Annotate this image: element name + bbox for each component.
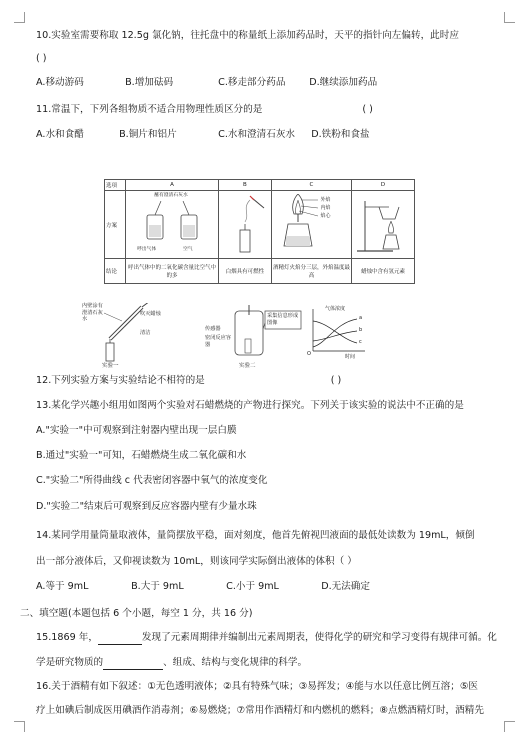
q14-stem-line2: 出一部分液体后，又仰视读数为 10mL，则该同学实际倒出液体的体积（ ） — [36, 556, 357, 567]
q13-option-c: C."实验二"所得曲线 c 代表密闭容器中氧气的浓度变化 — [36, 475, 268, 486]
plan-a-top-label: 蘸有澄清石灰水 — [154, 192, 188, 198]
q16-line1: 16.关于酒精有如下叙述：①无色透明液体；②具有特殊气味；③易挥发；④能与水以任意比例互溶；⑤医 — [36, 681, 479, 692]
q11-option-c: C.水和澄清石灰水 — [218, 129, 296, 140]
table-col-d: D — [351, 180, 414, 191]
conclusion-d: 蜡烛中含有氢元素 — [351, 259, 414, 284]
q11-option-b: B.铜片和铝片 — [119, 129, 177, 140]
exp1-label-extinguish: 吹灭蜡烛 — [140, 311, 161, 317]
q14-option-a: A.等于 9mL — [36, 581, 89, 592]
q15-blank-2 — [103, 656, 163, 670]
table-row-label-plan: 方案 — [105, 191, 126, 259]
q15-line1: 15.1869 年， 发现了元素周期律并编制出元素周期表，使得化学的研究和学习变得有规律可循。化 — [36, 632, 497, 643]
exp1-caption: 实验一 — [102, 363, 119, 369]
q14-option-d: D.无法确定 — [321, 581, 370, 592]
q14-options — [36, 580, 370, 593]
section-two-heading: 二、填空题(本题包括 6 个小题，每空 1 分，共 16 分) — [20, 608, 253, 619]
flame-label-inner: 内焰 — [320, 204, 331, 211]
conclusion-b: 白烟具有可燃性 — [218, 259, 271, 284]
graph-ylabel: 气体浓度 — [325, 306, 346, 312]
q15-blank-1 — [98, 631, 142, 645]
flame-label-outer: 外焰 — [320, 196, 331, 203]
graph-curve-c: c — [359, 339, 362, 345]
q13-stem: 13.某化学兴趣小组用如图两个实验对石蜡燃烧的产物进行探究。下列关于该实验的说法中不正确的是 — [36, 400, 464, 411]
graph-curve-a: a — [359, 315, 363, 321]
plan-a-left-label: 呼出气体 — [136, 246, 157, 252]
corner-mark-bottom-right — [504, 721, 515, 732]
corner-mark-top-left — [14, 12, 25, 23]
flame-layer-labels — [320, 196, 330, 220]
plan-b-figure — [218, 191, 271, 259]
q16-line2: 疗上如碘后制成医用碘酒作消毒剂；⑥易燃烧；⑦常用作酒精灯和内燃机的燃料；⑧点燃酒精灯时，酒精先 — [36, 705, 484, 716]
beaker-over-flame-illustration — [353, 193, 413, 255]
flame-label-core: 焰心 — [320, 212, 331, 219]
q14-stem-line1: 14.某同学用量筒量取液体，量筒摆放平稳，面对刻度，他首先俯视凹液面的最低处读数为 19mL，倾倒 — [36, 530, 475, 541]
q13-option-a: A."实验一"中可观察到注射器内壁出现一层白膜 — [36, 425, 237, 436]
plan-d-figure — [351, 191, 414, 259]
table-row-label-option: 选项 — [105, 180, 126, 191]
q14-option-c: C.小于 9mL — [226, 581, 279, 592]
graph-origin: O — [307, 351, 311, 357]
exp2-label-container: 密闭反应容器 — [205, 335, 231, 348]
experiment-table — [104, 179, 415, 284]
q13-option-b: B.通过"实验一"可知，石蜡燃烧生成二氧化碳和水 — [36, 450, 247, 461]
q10-option-c: C.移走部分药品 — [218, 77, 286, 88]
table-col-a: A — [126, 180, 219, 191]
exp1-label-clean: 清洁 — [140, 330, 151, 336]
q14-option-b: B.大于 9mL — [131, 581, 184, 592]
q10-stem: 10.实验室需要称取 12.5g 氯化钠，往托盘中的称量纸上添加药品时，天平的指针向左偏转，此时应 — [36, 30, 459, 41]
q11-option-d: D.铁粉和食盐 — [311, 129, 370, 140]
experiment-two-figure — [205, 303, 370, 371]
candle-smoke-illustration — [220, 194, 270, 254]
plan-a-right-label: 空气 — [182, 246, 193, 252]
q10-option-d: D.继续添加药品 — [309, 77, 378, 88]
plan-a-figure — [126, 191, 219, 259]
table-col-b: B — [218, 180, 271, 191]
graph-xlabel: 时间 — [345, 354, 356, 360]
table-row-label-conclusion: 结论 — [105, 259, 126, 284]
q10-paren: ( ) — [36, 53, 47, 64]
corner-mark-top-right — [504, 12, 515, 23]
q15-line2: 学是研究物质的 、组成、结构与变化规律的科学。 — [36, 657, 308, 668]
alcohol-lamp-illustration — [276, 194, 346, 256]
q11-stem: 11.常温下，下列各组物质不适合用物理性质区分的是 ( ) — [36, 104, 373, 115]
exp2-caption: 实验二 — [239, 363, 256, 369]
table-col-c: C — [271, 180, 351, 191]
conclusion-c: 酒精灯火焰分三层，外焰温度最高 — [271, 259, 351, 284]
plan-c-figure — [271, 191, 351, 259]
q11-option-a: A.水和食醋 — [36, 129, 84, 140]
q10-options — [36, 76, 377, 89]
q13-option-d: D."实验二"结束后可观察到反应容器内壁有少量水珠 — [36, 501, 257, 512]
exp2-label-sensor: 传感器 — [205, 326, 221, 332]
exp1-label-inner-wall: 内壁涂有澄清石灰水 — [82, 303, 103, 322]
q12-stem: 12.下列实验方案与实验结论不相符的是 ( ) — [36, 375, 342, 386]
q10-option-a: A.移动游码 — [36, 77, 84, 88]
experiment-one-figure — [82, 303, 182, 369]
q10-option-b: B.增加砝码 — [125, 77, 174, 88]
gas-bottles-illustration — [133, 201, 211, 251]
q11-options — [36, 128, 370, 141]
exp2-label-collect: 采集信息形成图像 — [267, 313, 299, 326]
corner-mark-bottom-left — [14, 721, 25, 732]
graph-curve-b: b — [359, 327, 363, 333]
conclusion-a: 呼出气体中的二氧化碳含量比空气中的多 — [126, 259, 219, 284]
